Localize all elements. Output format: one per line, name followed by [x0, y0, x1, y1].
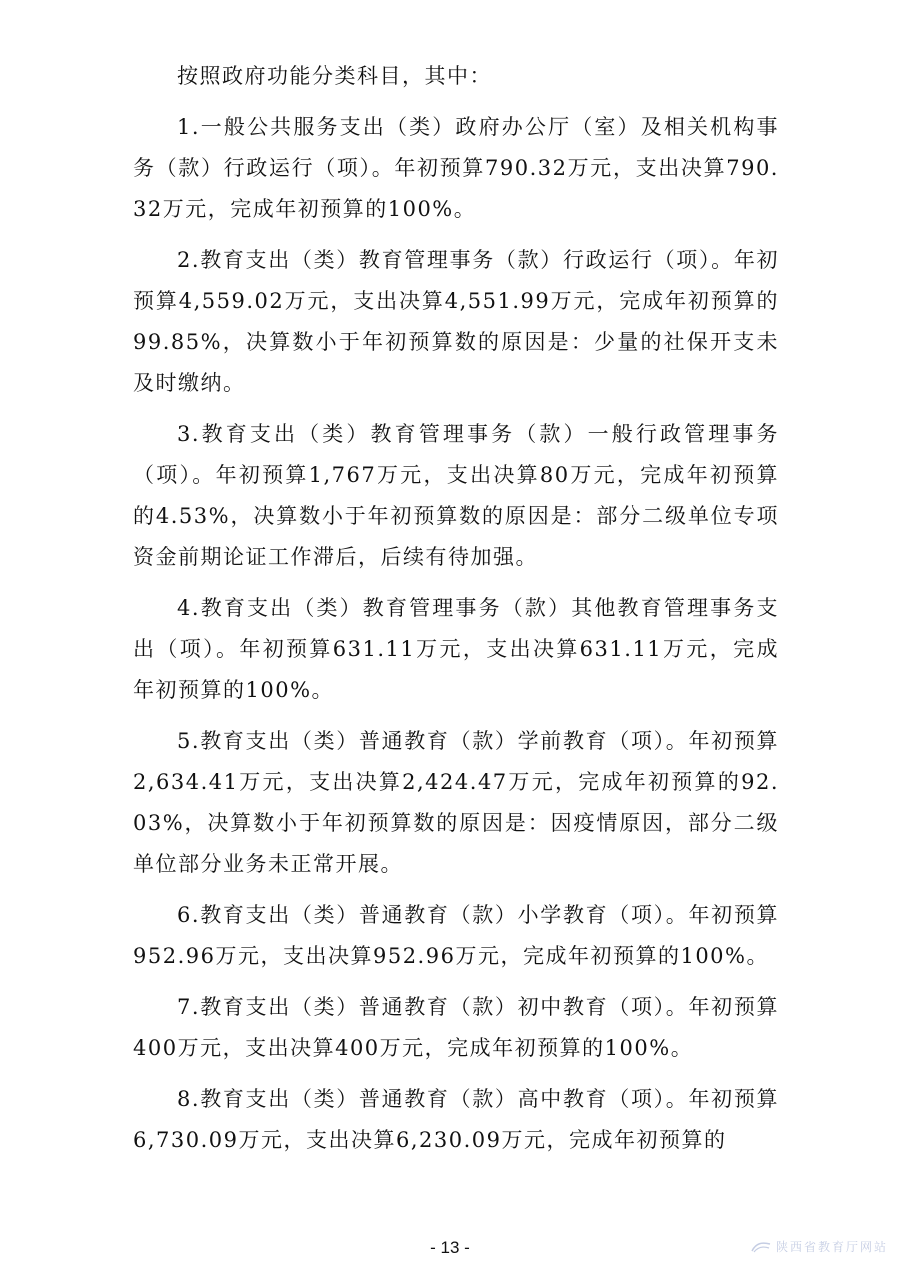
- paragraph-4: 4.教育支出（类）教育管理事务（款）其他教育管理事务支出（项）。年初预算631.11万元，支出决算631.11万元，完成年初预算的100%。: [133, 596, 779, 702]
- paragraph-8: 8.教育支出（类）普通教育（款）高中教育（项）。年初预算6,730.09万元，支出决算6,230.09万元，完成年初预算的: [133, 1087, 779, 1152]
- watermark-text: 陕西省教育厅网站: [775, 1240, 888, 1254]
- paragraph-3: 3.教育支出（类）教育管理事务（款）一般行政管理事务（项）。年初预算1,767万元，支出决算80万元，完成年初预算的4.53%，决算数小于年初预算数的原因是：部分二级单位专项资金前期论证工作滞后，后续有待加强。: [133, 422, 779, 569]
- paragraph-1: 1.一般公共服务支出（类）政府办公厅（室）及相关机构事务（款）行政运行（项）。年初预算790.32万元，支出决算790.32万元，完成年初预算的100%。: [133, 115, 779, 221]
- paragraph-7: 7.教育支出（类）普通教育（款）初中教育（项）。年初预算400万元，支出决算400万元，完成年初预算的100%。: [133, 995, 779, 1060]
- paragraph-2: 2.教育支出（类）教育管理事务（款）行政运行（项）。年初预算4,559.02万元，支出决算4,551.99万元，完成年初预算的99.85%，决算数小于年初预算数的原因是：少量的社保开支未及时缴纳。: [133, 248, 779, 395]
- intro-paragraph: 按照政府功能分类科目，其中：: [177, 64, 492, 88]
- site-watermark: [750, 1238, 888, 1255]
- page-number: - 13 -: [430, 1238, 470, 1257]
- watermark-logo-icon: [750, 1240, 772, 1254]
- document-body: [133, 56, 779, 1171]
- paragraph-6: 6.教育支出（类）普通教育（款）小学教育（项）。年初预算952.96万元，支出决算952.96万元，完成年初预算的100%。: [133, 903, 779, 968]
- paragraph-5: 5.教育支出（类）普通教育（款）学前教育（项）。年初预算2,634.41万元，支出决算2,424.47万元，完成年初预算的92.03%，决算数小于年初预算数的原因是：因疫情原因，部分二级单位部分业务未正常开展。: [133, 729, 779, 876]
